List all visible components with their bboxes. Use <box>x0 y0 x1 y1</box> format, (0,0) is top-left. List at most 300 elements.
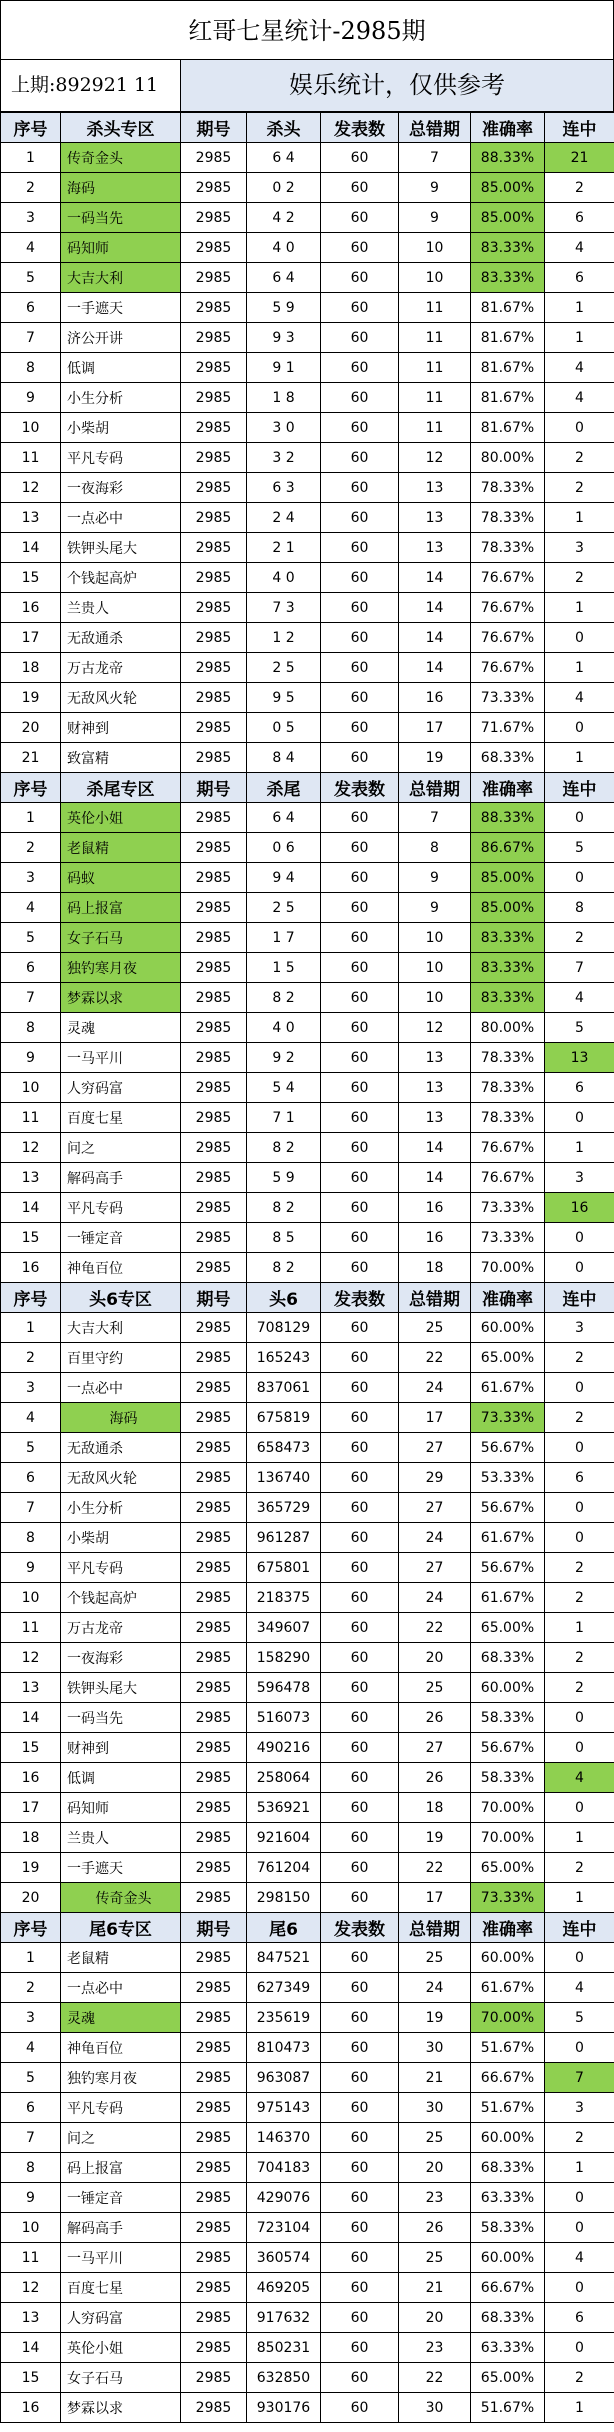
cell-published-count: 60 <box>321 1883 399 1913</box>
cell-index: 10 <box>1 413 61 443</box>
cell-total-miss: 11 <box>399 323 471 353</box>
cell-period: 2985 <box>181 1073 247 1103</box>
cell-published-count: 60 <box>321 1223 399 1253</box>
cell-published-count: 60 <box>321 833 399 863</box>
cell-numbers: 8 2 <box>247 1133 321 1163</box>
cell-numbers: 165243 <box>247 1343 321 1373</box>
table-row <box>1 2363 614 2393</box>
cell-index: 5 <box>1 2063 61 2093</box>
cell-name: 海码 <box>61 173 181 203</box>
cell-numbers: 6 4 <box>247 263 321 293</box>
cell-accuracy: 76.67% <box>471 1163 545 1193</box>
cell-name: 一马平川 <box>61 1043 181 1073</box>
cell-numbers: 850231 <box>247 2333 321 2363</box>
cell-total-miss: 27 <box>399 1553 471 1583</box>
cell-streak: 1 <box>545 2153 614 2183</box>
cell-index: 11 <box>1 443 61 473</box>
cell-accuracy: 78.33% <box>471 503 545 533</box>
cell-period: 2985 <box>181 1943 247 1973</box>
cell-name: 一夜海彩 <box>61 473 181 503</box>
table-row <box>1 2033 614 2063</box>
cell-index: 20 <box>1 1883 61 1913</box>
cell-streak: 1 <box>545 1823 614 1853</box>
cell-period: 2985 <box>181 293 247 323</box>
cell-period: 2985 <box>181 473 247 503</box>
cell-numbers: 490216 <box>247 1733 321 1763</box>
cell-index: 13 <box>1 503 61 533</box>
cell-published-count: 60 <box>321 203 399 233</box>
cell-index: 4 <box>1 2033 61 2063</box>
cell-accuracy: 68.33% <box>471 2303 545 2333</box>
cell-index: 7 <box>1 2123 61 2153</box>
cell-numbers: 2 4 <box>247 503 321 533</box>
cell-numbers: 2 5 <box>247 893 321 923</box>
cell-published-count: 60 <box>321 1343 399 1373</box>
cell-total-miss: 22 <box>399 1343 471 1373</box>
table-row <box>1 1223 614 1253</box>
cell-published-count: 60 <box>321 1133 399 1163</box>
cell-accuracy: 83.33% <box>471 953 545 983</box>
table-row <box>1 953 614 983</box>
cell-accuracy: 60.00% <box>471 2123 545 2153</box>
cell-name: 平凡专码 <box>61 2093 181 2123</box>
table-row <box>1 1043 614 1073</box>
cell-total-miss: 13 <box>399 1073 471 1103</box>
cell-numbers: 146370 <box>247 2123 321 2153</box>
cell-total-miss: 27 <box>399 1493 471 1523</box>
cell-published-count: 60 <box>321 803 399 833</box>
cell-index: 14 <box>1 2333 61 2363</box>
cell-total-miss: 8 <box>399 833 471 863</box>
cell-name: 码上报富 <box>61 893 181 923</box>
cell-numbers: 5 9 <box>247 1163 321 1193</box>
cell-numbers: 8 2 <box>247 1253 321 1283</box>
cell-total-miss: 23 <box>399 2183 471 2213</box>
cell-index: 3 <box>1 203 61 233</box>
table-row <box>1 2153 614 2183</box>
cell-accuracy: 58.33% <box>471 2213 545 2243</box>
section-header-row <box>1 1283 614 1313</box>
cell-period: 2985 <box>181 533 247 563</box>
cell-streak: 2 <box>545 923 614 953</box>
cell-streak: 1 <box>545 1883 614 1913</box>
cell-numbers: 7 3 <box>247 593 321 623</box>
cell-accuracy: 70.00% <box>471 1823 545 1853</box>
table-row <box>1 593 614 623</box>
cell-index: 18 <box>1 1823 61 1853</box>
cell-name: 铁钾头尾大 <box>61 1673 181 1703</box>
table-row <box>1 1403 614 1433</box>
cell-name: 一锤定音 <box>61 1223 181 1253</box>
cell-streak: 16 <box>545 1193 614 1223</box>
table-row <box>1 1463 614 1493</box>
cell-period: 2985 <box>181 2033 247 2063</box>
table-row <box>1 2063 614 2093</box>
cell-name: 个钱起高炉 <box>61 563 181 593</box>
cell-index: 9 <box>1 1553 61 1583</box>
cell-period: 2985 <box>181 1463 247 1493</box>
cell-name: 无敌通杀 <box>61 623 181 653</box>
cell-name: 神龟百位 <box>61 2033 181 2063</box>
cell-accuracy: 76.67% <box>471 1133 545 1163</box>
cell-period: 2985 <box>181 1703 247 1733</box>
cell-numbers: 8 2 <box>247 983 321 1013</box>
column-header-name: 尾6专区 <box>61 1913 181 1943</box>
cell-streak: 0 <box>545 2213 614 2243</box>
cell-name: 个钱起高炉 <box>61 1583 181 1613</box>
cell-period: 2985 <box>181 1163 247 1193</box>
cell-accuracy: 60.00% <box>471 1943 545 1973</box>
cell-accuracy: 61.67% <box>471 1973 545 2003</box>
cell-period: 2985 <box>181 1973 247 2003</box>
table-row <box>1 2003 614 2033</box>
cell-accuracy: 78.33% <box>471 473 545 503</box>
info-bar <box>0 60 614 112</box>
cell-published-count: 60 <box>321 293 399 323</box>
cell-accuracy: 70.00% <box>471 2003 545 2033</box>
cell-streak: 13 <box>545 1043 614 1073</box>
cell-index: 8 <box>1 1013 61 1043</box>
cell-streak: 4 <box>545 983 614 1013</box>
cell-index: 16 <box>1 1763 61 1793</box>
table-row <box>1 293 614 323</box>
cell-total-miss: 18 <box>399 1253 471 1283</box>
cell-accuracy: 76.67% <box>471 593 545 623</box>
cell-period: 2985 <box>181 2123 247 2153</box>
cell-period: 2985 <box>181 1883 247 1913</box>
cell-name: 解码高手 <box>61 2213 181 2243</box>
table-row <box>1 1013 614 1043</box>
cell-numbers: 632850 <box>247 2363 321 2393</box>
cell-index: 8 <box>1 1523 61 1553</box>
last-period-result: 上期:892921 11 <box>1 60 181 111</box>
cell-index: 15 <box>1 1733 61 1763</box>
page-title: 红哥七星统计-2985期 <box>0 0 614 60</box>
cell-published-count: 60 <box>321 623 399 653</box>
cell-period: 2985 <box>181 383 247 413</box>
table-row <box>1 1643 614 1673</box>
cell-numbers: 9 1 <box>247 353 321 383</box>
table-row <box>1 1163 614 1193</box>
cell-published-count: 60 <box>321 893 399 923</box>
cell-total-miss: 24 <box>399 1973 471 2003</box>
column-header-total-miss: 总错期 <box>399 1283 471 1313</box>
cell-index: 9 <box>1 1043 61 1073</box>
cell-total-miss: 13 <box>399 1043 471 1073</box>
cell-streak: 0 <box>545 713 614 743</box>
cell-index: 2 <box>1 1343 61 1373</box>
cell-period: 2985 <box>181 1823 247 1853</box>
cell-period: 2985 <box>181 1493 247 1523</box>
cell-name: 一码当先 <box>61 1703 181 1733</box>
cell-name: 无敌通杀 <box>61 1433 181 1463</box>
cell-name: 财神到 <box>61 1733 181 1763</box>
table-row <box>1 743 614 773</box>
cell-name: 万古龙帝 <box>61 1613 181 1643</box>
cell-streak: 2 <box>545 1853 614 1883</box>
table-row <box>1 803 614 833</box>
cell-total-miss: 14 <box>399 623 471 653</box>
cell-total-miss: 26 <box>399 1763 471 1793</box>
cell-accuracy: 60.00% <box>471 2243 545 2273</box>
cell-streak: 2 <box>545 1403 614 1433</box>
cell-published-count: 60 <box>321 2243 399 2273</box>
table-row <box>1 263 614 293</box>
cell-period: 2985 <box>181 1583 247 1613</box>
cell-streak: 0 <box>545 1793 614 1823</box>
cell-published-count: 60 <box>321 1013 399 1043</box>
cell-accuracy: 66.67% <box>471 2063 545 2093</box>
cell-index: 13 <box>1 1673 61 1703</box>
cell-period: 2985 <box>181 1403 247 1433</box>
column-header-accuracy: 准确率 <box>471 113 545 143</box>
table-row <box>1 2243 614 2273</box>
cell-streak: 0 <box>545 623 614 653</box>
cell-total-miss: 25 <box>399 1313 471 1343</box>
column-header-name: 杀头专区 <box>61 113 181 143</box>
table-row <box>1 713 614 743</box>
cell-published-count: 60 <box>321 2363 399 2393</box>
column-header-period: 期号 <box>181 1913 247 1943</box>
cell-index: 13 <box>1 2303 61 2333</box>
cell-period: 2985 <box>181 1223 247 1253</box>
table-row <box>1 1133 614 1163</box>
table-row <box>1 683 614 713</box>
cell-numbers: 136740 <box>247 1463 321 1493</box>
table-row <box>1 2273 614 2303</box>
cell-name: 人穷码富 <box>61 2303 181 2333</box>
cell-published-count: 60 <box>321 1853 399 1883</box>
cell-streak: 0 <box>545 1373 614 1403</box>
cell-index: 6 <box>1 293 61 323</box>
cell-streak: 0 <box>545 1223 614 1253</box>
column-header-streak: 连中 <box>545 1913 614 1943</box>
cell-published-count: 60 <box>321 503 399 533</box>
cell-numbers: 235619 <box>247 2003 321 2033</box>
cell-accuracy: 56.67% <box>471 1433 545 1463</box>
cell-period: 2985 <box>181 1853 247 1883</box>
cell-period: 2985 <box>181 953 247 983</box>
cell-published-count: 60 <box>321 1823 399 1853</box>
cell-period: 2985 <box>181 593 247 623</box>
cell-name: 英伦小姐 <box>61 803 181 833</box>
cell-name: 低调 <box>61 1763 181 1793</box>
cell-published-count: 60 <box>321 1073 399 1103</box>
cell-numbers: 2 5 <box>247 653 321 683</box>
cell-accuracy: 81.67% <box>471 323 545 353</box>
cell-total-miss: 30 <box>399 2393 471 2423</box>
cell-index: 7 <box>1 983 61 1013</box>
cell-period: 2985 <box>181 1733 247 1763</box>
cell-name: 独钓寒月夜 <box>61 2063 181 2093</box>
cell-numbers: 723104 <box>247 2213 321 2243</box>
cell-published-count: 60 <box>321 1943 399 1973</box>
cell-streak: 2 <box>545 1343 614 1373</box>
cell-accuracy: 81.67% <box>471 353 545 383</box>
cell-streak: 8 <box>545 893 614 923</box>
table-row <box>1 383 614 413</box>
cell-name: 解码高手 <box>61 1163 181 1193</box>
cell-numbers: 218375 <box>247 1583 321 1613</box>
cell-streak: 4 <box>545 2243 614 2273</box>
cell-streak: 1 <box>545 2393 614 2423</box>
cell-index: 3 <box>1 863 61 893</box>
cell-streak: 1 <box>545 1613 614 1643</box>
cell-accuracy: 53.33% <box>471 1463 545 1493</box>
cell-name: 平凡专码 <box>61 443 181 473</box>
table-row <box>1 923 614 953</box>
cell-index: 4 <box>1 893 61 923</box>
cell-period: 2985 <box>181 2393 247 2423</box>
cell-published-count: 60 <box>321 1733 399 1763</box>
cell-accuracy: 51.67% <box>471 2393 545 2423</box>
cell-name: 兰贵人 <box>61 593 181 623</box>
column-header-accuracy: 准确率 <box>471 1913 545 1943</box>
cell-streak: 6 <box>545 1073 614 1103</box>
cell-index: 5 <box>1 1433 61 1463</box>
table-row <box>1 1793 614 1823</box>
cell-published-count: 60 <box>321 1553 399 1583</box>
cell-total-miss: 11 <box>399 413 471 443</box>
cell-streak: 0 <box>545 1943 614 1973</box>
section-header-row <box>1 113 614 143</box>
cell-accuracy: 81.67% <box>471 413 545 443</box>
cell-name: 人穷码富 <box>61 1073 181 1103</box>
cell-period: 2985 <box>181 1103 247 1133</box>
cell-streak: 0 <box>545 1493 614 1523</box>
cell-numbers: 1 7 <box>247 923 321 953</box>
column-header-index: 序号 <box>1 1283 61 1313</box>
cell-accuracy: 73.33% <box>471 683 545 713</box>
cell-index: 11 <box>1 1103 61 1133</box>
cell-accuracy: 65.00% <box>471 2363 545 2393</box>
cell-period: 2985 <box>181 413 247 443</box>
cell-name: 致富精 <box>61 743 181 773</box>
table-row <box>1 1553 614 1583</box>
cell-accuracy: 73.33% <box>471 1403 545 1433</box>
table-row <box>1 1433 614 1463</box>
cell-period: 2985 <box>181 713 247 743</box>
cell-published-count: 60 <box>321 2123 399 2153</box>
cell-accuracy: 83.33% <box>471 263 545 293</box>
cell-accuracy: 85.00% <box>471 863 545 893</box>
cell-period: 2985 <box>181 143 247 173</box>
cell-total-miss: 21 <box>399 2063 471 2093</box>
cell-numbers: 6 4 <box>247 143 321 173</box>
cell-accuracy: 88.33% <box>471 803 545 833</box>
cell-numbers: 930176 <box>247 2393 321 2423</box>
cell-accuracy: 85.00% <box>471 203 545 233</box>
cell-published-count: 60 <box>321 1043 399 1073</box>
cell-numbers: 3 2 <box>247 443 321 473</box>
cell-accuracy: 66.67% <box>471 2273 545 2303</box>
cell-index: 1 <box>1 143 61 173</box>
cell-published-count: 60 <box>321 593 399 623</box>
cell-streak: 2 <box>545 1583 614 1613</box>
cell-streak: 0 <box>545 1523 614 1553</box>
cell-accuracy: 56.67% <box>471 1733 545 1763</box>
cell-streak: 4 <box>545 383 614 413</box>
cell-published-count: 60 <box>321 863 399 893</box>
cell-published-count: 60 <box>321 2303 399 2333</box>
cell-numbers: 8 4 <box>247 743 321 773</box>
cell-accuracy: 65.00% <box>471 1343 545 1373</box>
cell-total-miss: 29 <box>399 1463 471 1493</box>
cell-period: 2985 <box>181 1313 247 1343</box>
cell-numbers: 963087 <box>247 2063 321 2093</box>
cell-name: 问之 <box>61 1133 181 1163</box>
cell-period: 2985 <box>181 203 247 233</box>
cell-name: 灵魂 <box>61 2003 181 2033</box>
cell-period: 2985 <box>181 173 247 203</box>
cell-total-miss: 17 <box>399 1883 471 1913</box>
cell-index: 17 <box>1 1793 61 1823</box>
column-header-numbers: 杀尾 <box>247 773 321 803</box>
cell-name: 神龟百位 <box>61 1253 181 1283</box>
table-row <box>1 653 614 683</box>
cell-name: 女子石马 <box>61 923 181 953</box>
cell-numbers: 516073 <box>247 1703 321 1733</box>
cell-period: 2985 <box>181 2273 247 2303</box>
table-row <box>1 563 614 593</box>
cell-name: 一马平川 <box>61 2243 181 2273</box>
cell-numbers: 360574 <box>247 2243 321 2273</box>
cell-period: 2985 <box>181 1373 247 1403</box>
cell-total-miss: 25 <box>399 1673 471 1703</box>
table-row <box>1 1373 614 1403</box>
cell-total-miss: 9 <box>399 893 471 923</box>
cell-name: 百度七星 <box>61 2273 181 2303</box>
cell-total-miss: 30 <box>399 2093 471 2123</box>
cell-numbers: 4 0 <box>247 1013 321 1043</box>
cell-total-miss: 14 <box>399 1163 471 1193</box>
table-row <box>1 1883 614 1913</box>
cell-index: 10 <box>1 2213 61 2243</box>
table-row <box>1 1943 614 1973</box>
cell-accuracy: 56.67% <box>471 1493 545 1523</box>
cell-numbers: 6 4 <box>247 803 321 833</box>
cell-name: 码知师 <box>61 1793 181 1823</box>
cell-period: 2985 <box>181 683 247 713</box>
cell-name: 低调 <box>61 353 181 383</box>
cell-period: 2985 <box>181 1433 247 1463</box>
cell-name: 一点必中 <box>61 1973 181 2003</box>
cell-streak: 3 <box>545 533 614 563</box>
cell-name: 小柴胡 <box>61 413 181 443</box>
cell-streak: 0 <box>545 2333 614 2363</box>
cell-numbers: 5 9 <box>247 293 321 323</box>
cell-name: 一点必中 <box>61 1373 181 1403</box>
cell-index: 16 <box>1 593 61 623</box>
cell-numbers: 9 5 <box>247 683 321 713</box>
cell-streak: 1 <box>545 323 614 353</box>
cell-numbers: 365729 <box>247 1493 321 1523</box>
cell-numbers: 761204 <box>247 1853 321 1883</box>
cell-published-count: 60 <box>321 443 399 473</box>
cell-index: 19 <box>1 683 61 713</box>
cell-name: 英伦小姐 <box>61 2333 181 2363</box>
cell-streak: 6 <box>545 203 614 233</box>
cell-name: 独钓寒月夜 <box>61 953 181 983</box>
cell-numbers: 258064 <box>247 1763 321 1793</box>
cell-name: 一手遮天 <box>61 293 181 323</box>
cell-total-miss: 9 <box>399 173 471 203</box>
cell-period: 2985 <box>181 2153 247 2183</box>
cell-total-miss: 19 <box>399 1823 471 1853</box>
cell-accuracy: 58.33% <box>471 1763 545 1793</box>
cell-streak: 6 <box>545 263 614 293</box>
table-row <box>1 1073 614 1103</box>
